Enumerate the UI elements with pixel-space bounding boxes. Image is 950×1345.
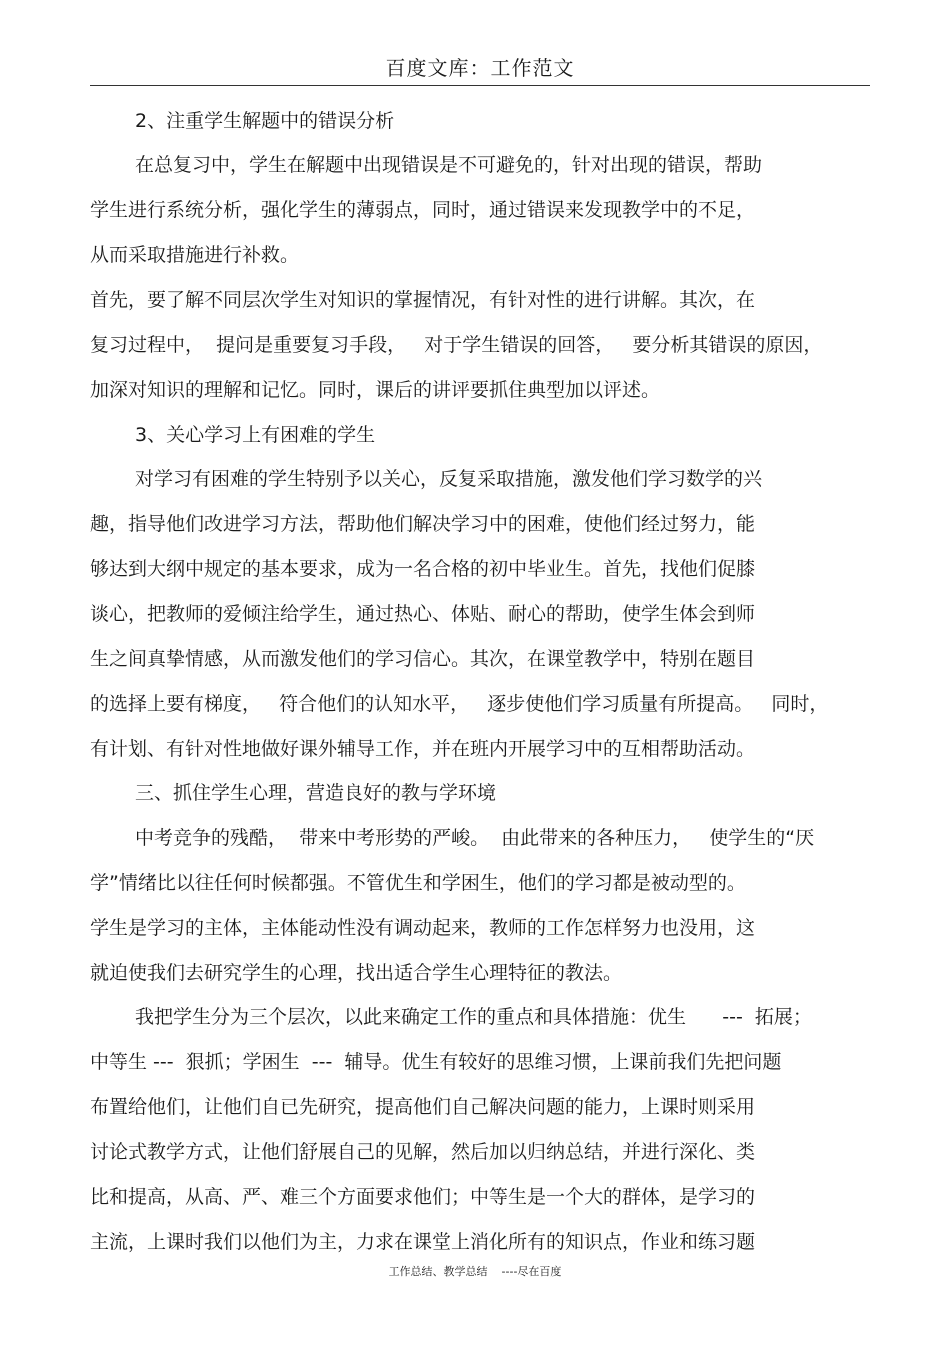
text-line: 的选择上要有梯度， 符合他们的认知水平， 逐步使他们学习质量有所提高。 同时， [90, 693, 829, 715]
text-line: 有计划、有针对性地做好课外辅导工作，并在班内开展学习中的互相帮助活动。 [90, 738, 756, 760]
heading-error-analysis: 2、注重学生解题中的错误分析 [135, 110, 395, 132]
text-line: 中等生 --- 狠抓；学困生 --- 辅导。优生有较好的思维习惯，上课前我们先把问题 [90, 1051, 782, 1073]
text-line: 比和提高，从高、严、难三个方面要求他们；中等生是一个大的群体，是学习的 [90, 1186, 756, 1208]
text-line: 学”情绪比以往任何时候都强。不管优生和学困生，他们的学习都是被动型的。 [90, 872, 746, 894]
text-line: 主流，上课时我们以他们为主，力求在课堂上消化所有的知识点，作业和练习题 [90, 1231, 756, 1253]
text-line: 布置给他们，让他们自已先研究，提高他们自己解决问题的能力，上课时则采用 [90, 1096, 756, 1118]
text-line: 在总复习中，学生在解题中出现错误是不可避免的，针对出现的错误，帮助 [135, 154, 763, 176]
page-footer: 工作总结、教学总结 ----尽在百度 [388, 1265, 562, 1278]
text-line: 生之间真挚情感，从而激发他们的学习信心。其次，在课堂教学中，特别在题目 [90, 648, 756, 670]
text-line: 学生是学习的主体，主体能动性没有调动起来，教师的工作怎样努力也没用，这 [90, 917, 756, 939]
heading-student-psychology: 三、抓住学生心理，营造良好的教与学环境 [135, 782, 497, 804]
header-divider [90, 85, 870, 86]
text-line: 够达到大纲中规定的基本要求，成为一名合格的初中毕业生。首先，找他们促膝 [90, 558, 756, 580]
text-line: 我把学生分为三个层次，以此来确定工作的重点和具体措施：优生 --- 拓展； [135, 1006, 812, 1028]
text-line: 中考竞争的残酷， 带来中考形势的严峻。 由此带来的各种压力， 使学生的“厌 [135, 827, 815, 849]
text-line: 首先，要了解不同层次学生对知识的掌握情况，有针对性的进行讲解。其次，在 [90, 289, 756, 311]
text-line: 就迫使我们去研究学生的心理，找出适合学生心理特征的教法。 [90, 962, 623, 984]
text-line: 对学习有困难的学生特别予以关心，反复采取措施，激发他们学习数学的兴 [135, 468, 763, 490]
text-line: 谈心，把教师的爱倾注给学生，通过热心、体贴、耐心的帮助，使学生体会到师 [90, 603, 756, 625]
page-header-title: 百度文库：工作范文 [385, 56, 575, 80]
text-line: 从而采取措施进行补救。 [90, 244, 300, 266]
text-line: 讨论式教学方式，让他们舒展自己的见解，然后加以归纳总结，并进行深化、类 [90, 1141, 756, 1163]
text-line: 趣，指导他们改进学习方法，帮助他们解决学习中的困难，使他们经过努力，能 [90, 513, 756, 535]
text-line: 学生进行系统分析，强化学生的薄弱点，同时，通过错误来发现教学中的不足， [90, 199, 756, 221]
text-line: 复习过程中， 提问是重要复习手段， 对于学生错误的回答， 要分析其错误的原因， [90, 334, 823, 356]
heading-struggling-students: 3、关心学习上有困难的学生 [135, 424, 376, 446]
text-line: 加深对知识的理解和记忆。同时，课后的讲评要抓住典型加以评述。 [90, 379, 661, 401]
